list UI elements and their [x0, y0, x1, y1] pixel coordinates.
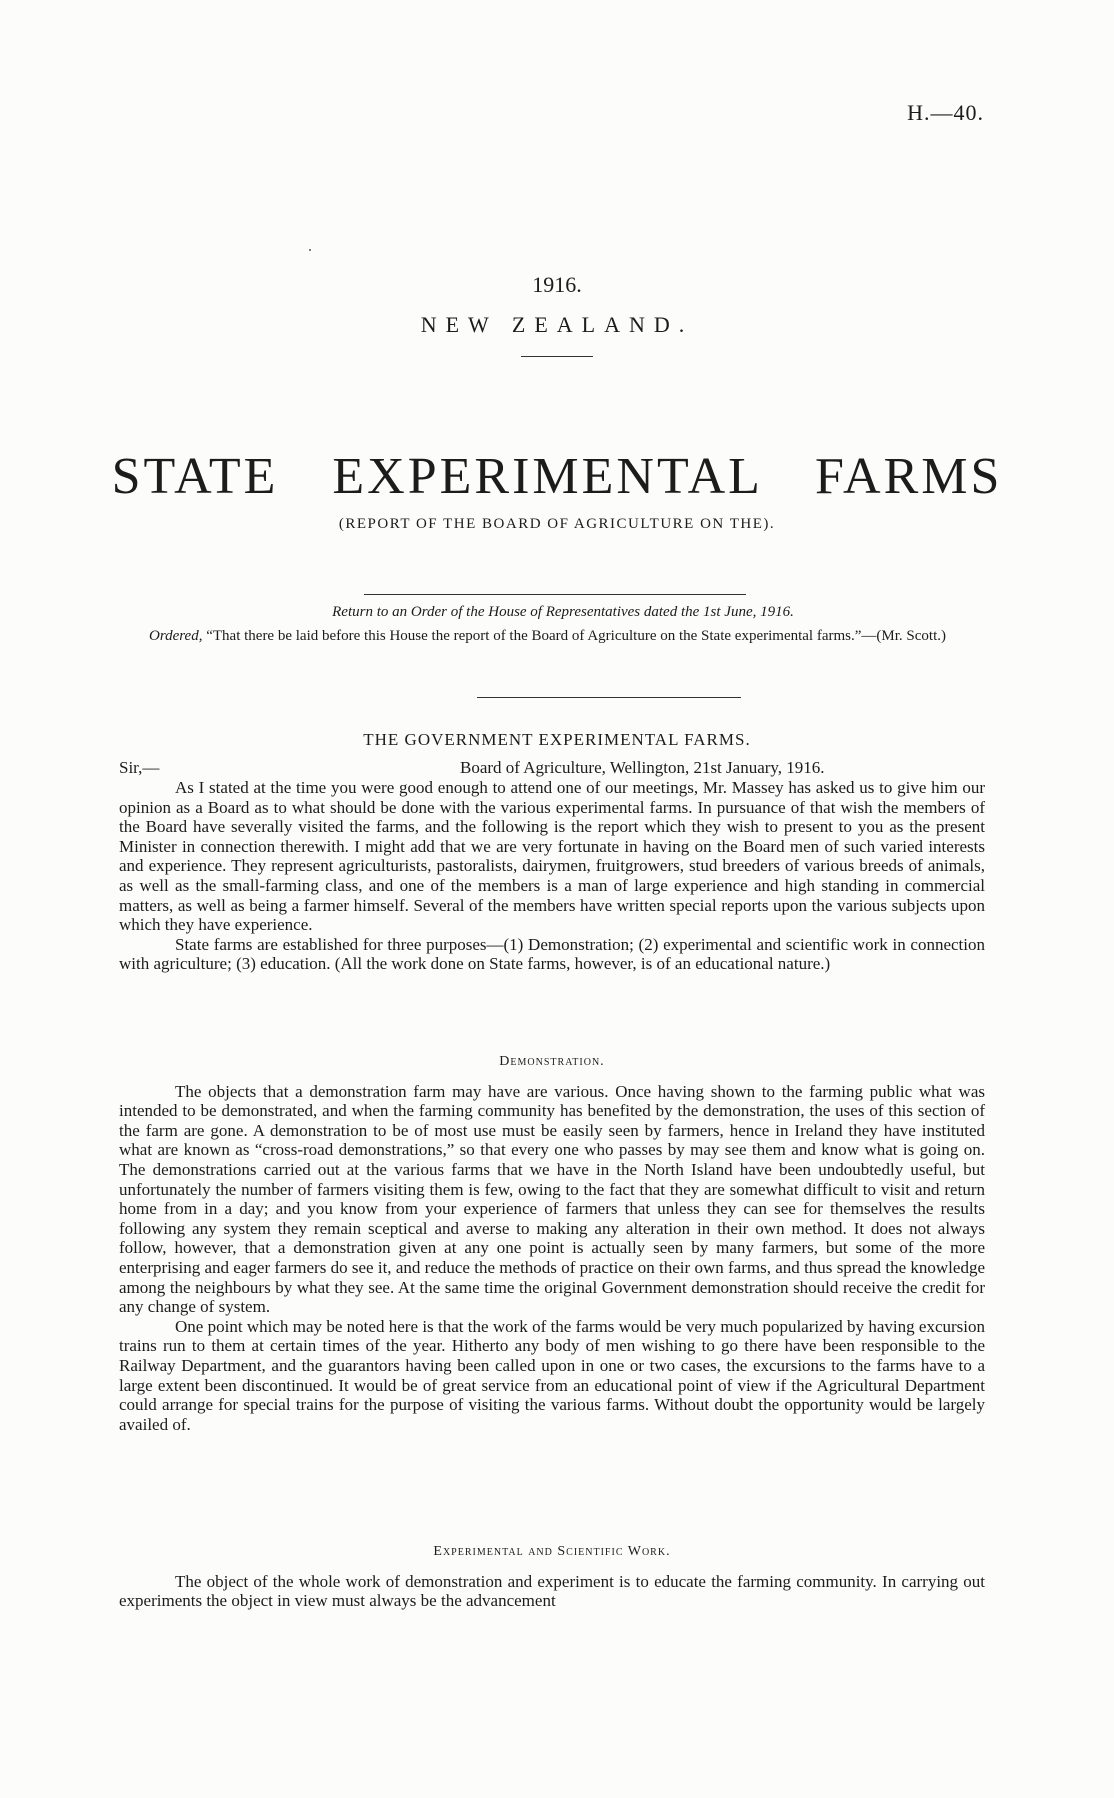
paragraph: As I stated at the time you were good enough to attend one of our meetings, Mr. Massey has asked us to give him our opinion as a Board as to what should be done with the various experimental farms. In pursuance of that wish the members of the Board have severally visited the farms, and the following is the report which they wish to present to you as the present Minister in connection therewith. I might add that we are very fortunate in having on the Board men of such varied interests and experience. They represent agriculturists, pastoralists, dairymen, fruitgrowers, stud breeders of various breeds of animals, as well as the small-farming class, and one of the members is a man of large experience and high standing in commercial matters, as well as being a farmer himself. Several of the members have written special reports upon the various subjects upon which they have experience. [119, 778, 985, 935]
demonstration-heading: Demonstration. [499, 1054, 605, 1069]
demonstration-section [119, 1052, 985, 1434]
return-order-line: Return to an Order of the House of Representatives dated the 1st June, 1916. [332, 604, 794, 620]
paragraph: The objects that a demonstration farm may have are various. Once having shown to the farming public what was intended to be demonstrated, and when the farming community has benefited by the demonstration, the uses of this section of the farm are gone. A demonstration to be of most use must be easily seen by farmers, hence in Ireland they have instituted what are known as “cross-road demonstrations,” so that every one who passes by may see them and know what is going on. The demonstrations carried out at the various farms that we have in the North Island have been undoubtedly useful, but unfortunately the number of farmers visiting them is few, owing to the fact that they are somewhat difficult to visit and return home from in a day; and you know from your experience of farmers that unless they can see for themselves the results following any system they remain sceptical and averse to making any alteration in their own method. It does not always follow, however, that a demonstration given at any one point is actually seen by many farmers, but some of the more enterprising and eager farmers do see it, and reduce the methods of practice on their own farms, and thus spread the knowledge among the neighbours by what they see. At the same time the original Government demonstration should receive the credit for any change of system. [119, 1081, 985, 1317]
ordered-statement [119, 627, 985, 645]
ordered-label: Ordered, [149, 628, 203, 644]
paragraph: The object of the whole work of demonstration and experiment is to educate the farming community. In carrying out experiments the object in view must always be the advancement [119, 1571, 985, 1611]
document-title: STATE EXPERIMENTAL FARMS [111, 448, 1003, 505]
letter-body [119, 758, 985, 974]
section-heading: THE GOVERNMENT EXPERIMENTAL FARMS. [363, 730, 751, 749]
experimental-heading: Experimental and Scientific Work. [433, 1544, 671, 1559]
page-reference: H.—40. [907, 100, 984, 125]
report-year: 1916. [532, 272, 582, 297]
salutation: Sir,— [119, 758, 160, 777]
experimental-section [119, 1542, 985, 1611]
dateline: Board of Agriculture, Wellington, 21st January, 1916. [460, 758, 825, 777]
paragraph: State farms are established for three purposes—(1) Demonstration; (2) experimental and scientific work in connection with agriculture; (3) education. (All the work done on State farms, however, is of an educational nature.) [119, 934, 985, 974]
divider-rule [364, 594, 746, 595]
divider-rule [521, 356, 593, 357]
print-speck [309, 249, 311, 251]
country-heading: NEW ZEALAND. [420, 312, 694, 337]
letter-header [119, 758, 985, 778]
document-subtitle: (REPORT OF THE BOARD OF AGRICULTURE ON THE). [338, 516, 776, 532]
paragraph: One point which may be noted here is that the work of the farms would be very much popularized by having excursion trains run to them at certain times of the year. Hitherto any body of men wishing to go there have been responsible to the Railway Department, and the guarantors having been called upon in one or two cases, the excursions to the farms have to a large extent been discontinued. It would be of great service from an educational point of view if the Agricultural Department could arrange for special trains for the purpose of visiting the various farms. Without doubt the opportunity would be largely availed of. [119, 1316, 985, 1434]
divider-rule [477, 697, 741, 698]
ordered-text: “That there be laid before this House the report of the Board of Agriculture on the State experimental farms.”—(Mr. Scott.) [206, 628, 946, 644]
